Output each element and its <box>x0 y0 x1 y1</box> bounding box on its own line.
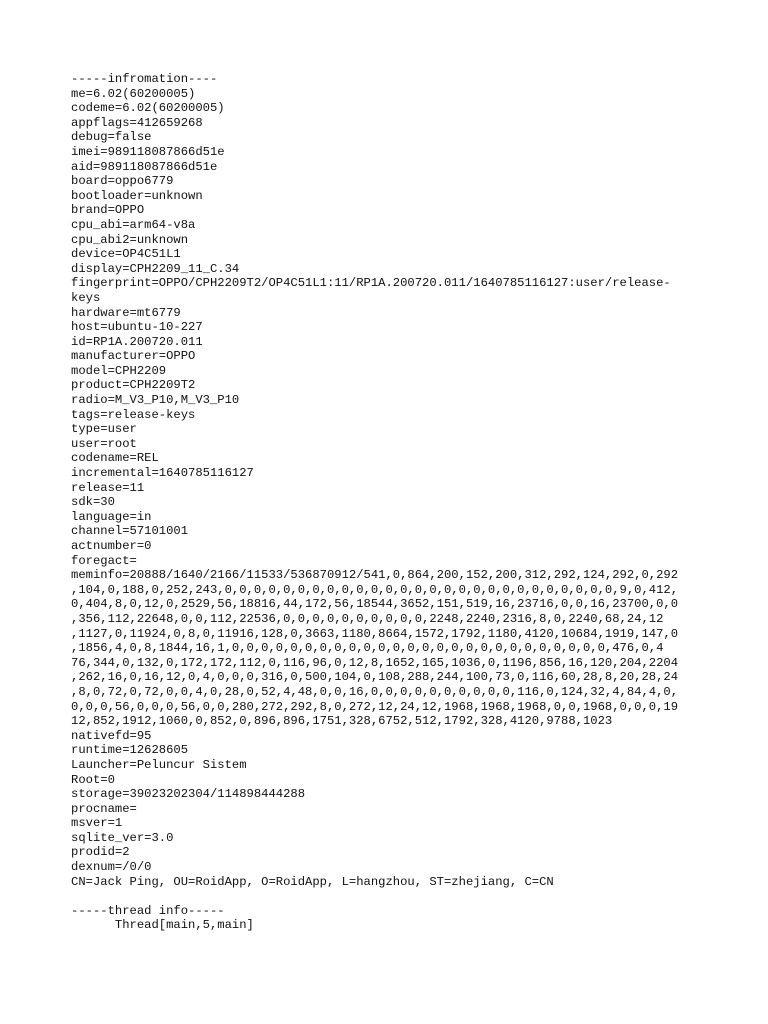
log-document <box>71 72 711 933</box>
info-line: appflags=412659268 <box>71 115 203 130</box>
info-line: procname= <box>71 801 137 816</box>
info-line: storage=39023202304/114898444288 <box>71 787 306 802</box>
info-line: radio=M_V3_P10,M_V3_P10 <box>71 393 240 408</box>
info-line: Launcher=Peluncur Sistem <box>71 757 247 772</box>
info-line: manufacturer=OPPO <box>71 349 196 364</box>
info-line: device=OP4C51L1 <box>71 247 181 262</box>
info-line: aid=989118087866d51e <box>71 159 218 174</box>
info-line: display=CPH2209_11_C.34 <box>71 261 240 276</box>
info-line: 12,852,1912,1060,0,852,0,896,896,1751,328,6752,512,1792,328,4120,9788,1023 <box>71 714 613 729</box>
info-line: keys <box>71 290 101 305</box>
info-line: host=ubuntu-10-227 <box>71 320 203 335</box>
info-line: cpu_abi=arm64-v8a <box>71 217 196 232</box>
thread-section-header: -----thread info----- <box>71 903 225 918</box>
info-line: ,356,112,22648,0,0,112,22536,0,0,0,0,0,0,0,0,0,0,2248,2240,2316,8,0,2240,68,24,12 <box>71 611 664 626</box>
info-line: fingerprint=OPPO/CPH2209T2/OP4C51L1:11/RP1A.200720.011/1640785116127:user/release- <box>71 276 671 291</box>
info-line: debug=false <box>71 130 152 145</box>
info-line: 0,404,8,0,12,0,2529,56,18816,44,172,56,18544,3652,151,519,16,23716,0,0,16,23700,0,0 <box>71 597 679 612</box>
info-line: type=user <box>71 422 137 437</box>
info-line: hardware=mt6779 <box>71 305 181 320</box>
info-line: sdk=30 <box>71 495 115 510</box>
info-line: meminfo=20888/1640/2166/11533/536870912/541,0,864,200,152,200,312,292,124,292,0,292 <box>71 568 679 583</box>
info-line: user=root <box>71 436 137 451</box>
info-section-header: -----infromation---- <box>71 72 218 86</box>
info-line: cpu_abi2=unknown <box>71 232 189 247</box>
info-line: actnumber=0 <box>71 539 152 553</box>
info-line: tags=release-keys <box>71 407 196 422</box>
thread-line: Thread[main,5,main] <box>71 918 254 933</box>
info-line: Root=0 <box>71 772 115 787</box>
info-line: language=in <box>71 509 152 524</box>
info-line: codeme=6.02(60200005) <box>71 101 225 116</box>
info-line: msver=1 <box>71 816 123 831</box>
info-line: CN=Jack Ping, OU=RoidApp, O=RoidApp, L=hangzhou, ST=zhejiang, C=CN <box>71 874 554 889</box>
info-line: product=CPH2209T2 <box>71 378 196 393</box>
info-line: dexnum=/0/0 <box>71 860 152 875</box>
info-line: codename=REL <box>71 451 159 466</box>
info-line: nativefd=95 <box>71 728 152 743</box>
info-line: runtime=12628605 <box>71 743 189 758</box>
info-line: foregact= <box>71 553 137 568</box>
info-line: ,262,16,0,16,12,0,4,0,0,0,316,0,500,104,0,108,288,244,100,73,0,116,60,28,8,20,28,24 <box>71 670 679 685</box>
info-line: brand=OPPO <box>71 203 145 218</box>
info-line: ,1127,0,11924,0,8,0,11916,128,0,3663,1180,8664,1572,1792,1180,4120,10684,1919,147,0 <box>71 626 679 641</box>
info-line: prodid=2 <box>71 845 130 860</box>
info-line: incremental=1640785116127 <box>71 466 254 481</box>
info-line: ,104,0,188,0,252,243,0,0,0,0,0,0,0,0,0,0,0,0,0,0,0,0,0,0,0,0,0,0,0,0,0,0,0,9,0,412, <box>71 582 679 597</box>
info-line: bootloader=unknown <box>71 188 203 203</box>
info-line: 0,0,0,56,0,0,0,56,0,0,280,272,292,8,0,272,12,24,12,1968,1968,1968,0,0,1968,0,0,0,19 <box>71 699 679 714</box>
info-line: ,1856,4,0,8,1844,16,1,0,0,0,0,0,0,0,0,0,0,0,0,0,0,0,0,0,0,0,0,0,0,0,0,0,0,476,0,4 <box>71 641 664 656</box>
info-line: ,8,0,72,0,72,0,0,4,0,28,0,52,4,48,0,0,16,0,0,0,0,0,0,0,0,0,0,116,0,124,32,4,84,4,0, <box>71 684 679 699</box>
info-line: imei=989118087866d51e <box>71 144 225 159</box>
info-line: sqlite_ver=3.0 <box>71 830 174 845</box>
info-line: release=11 <box>71 480 145 495</box>
info-line: model=CPH2209 <box>71 363 167 378</box>
info-line: channel=57101001 <box>71 524 189 539</box>
info-line: 76,344,0,132,0,172,172,112,0,116,96,0,12,8,1652,165,1036,0,1196,856,16,120,204,2204 <box>71 655 679 670</box>
info-section <box>71 87 711 890</box>
thread-section <box>71 918 711 933</box>
info-line: id=RP1A.200720.011 <box>71 334 203 349</box>
section-spacer <box>71 889 711 904</box>
info-line: me=6.02(60200005) <box>71 86 196 101</box>
info-line: board=oppo6779 <box>71 174 174 189</box>
